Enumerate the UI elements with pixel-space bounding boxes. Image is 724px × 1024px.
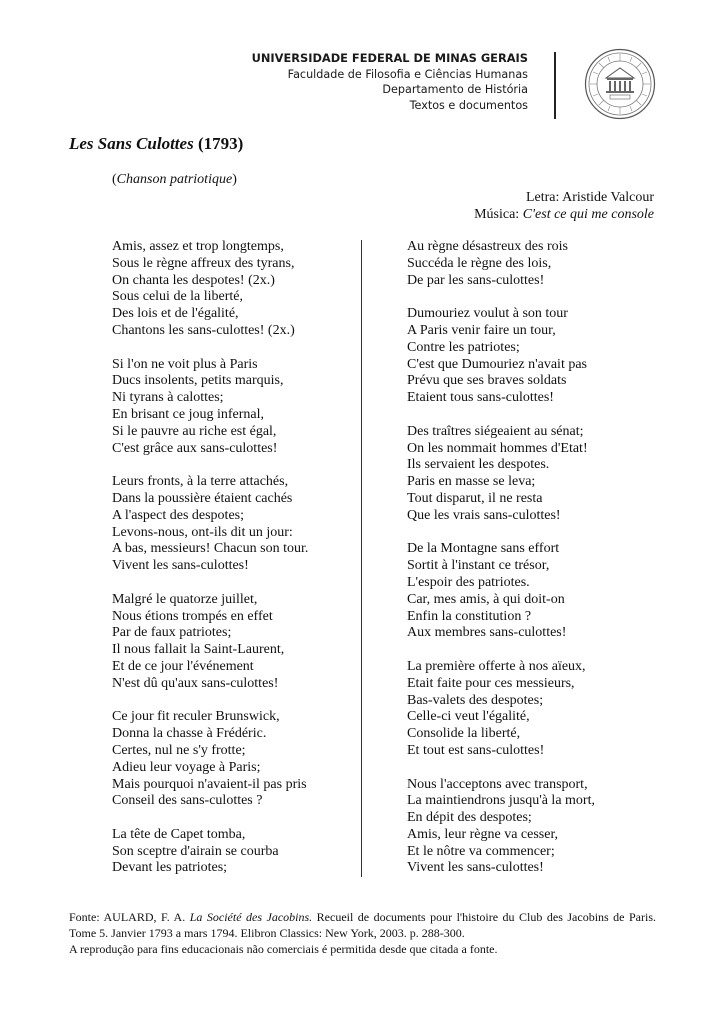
poem-line: Et de ce jour l'événement xyxy=(112,658,254,674)
series-name: Textos e documentos xyxy=(409,98,528,112)
song-title xyxy=(69,134,243,154)
poem-line: On chanta les despotes! (2x.) xyxy=(112,272,275,288)
poem-line: Amis, leur règne va cesser, xyxy=(407,826,559,842)
poem-line: Succéda le règne des lois, xyxy=(407,255,552,271)
subtitle-text: Chanson patriotique xyxy=(116,172,233,187)
poem-line: Aux membres sans-culottes! xyxy=(407,625,567,641)
poem-line: La maintiendrons jusqu'à la mort, xyxy=(407,793,595,809)
poem-line: Et le nôtre va commencer; xyxy=(407,843,555,859)
poem-line: Levons-nous, ont-ils dit un jour: xyxy=(112,524,293,540)
poem-stanza xyxy=(407,239,595,289)
poem-line: Nous l'acceptons avec transport, xyxy=(407,776,588,792)
poem-line: A bas, messieurs! Chacun son tour. xyxy=(112,541,309,557)
poem-line: Ni tyrans à calottes; xyxy=(112,390,224,406)
poem-line: Etaient tous sans-culottes! xyxy=(407,390,554,406)
column-divider xyxy=(361,240,362,877)
lyrics-author: Aristide Valcour xyxy=(562,190,654,205)
poem-stanza xyxy=(112,827,308,877)
source-citation-line2: Tome 5. Janvier 1793 a mars 1794. Elibron Classics: New York, 2003. p. 288-300. xyxy=(69,926,465,940)
university-seal-icon xyxy=(584,48,656,120)
poem-line: Consolide la liberté, xyxy=(407,726,521,742)
poem-line: C'est que Dumouriez n'avait pas xyxy=(407,356,587,372)
poem-line: La première offerte à nos aïeux, xyxy=(407,658,586,674)
poem-line: Chantons les sans-culottes! (2x.) xyxy=(112,322,295,338)
poem-line: Mais pourquoi n'avaient-il pas pris xyxy=(112,776,307,792)
poem-stanza xyxy=(407,306,595,407)
poem-line: Ducs insolents, petits marquis, xyxy=(112,373,284,389)
poem-line: Ils servaient les despotes. xyxy=(407,457,550,473)
poem-line: La tête de Capet tomba, xyxy=(112,826,246,842)
poem-line: Celle-ci veut l'égalité, xyxy=(407,709,530,725)
header-divider xyxy=(554,52,556,119)
poem-line: Donna la chasse à Frédéric. xyxy=(112,726,267,742)
source-prefix: Fonte: AULARD, F. A. xyxy=(69,910,186,924)
poem-stanza xyxy=(112,357,308,458)
poem-line: Devant les patriotes; xyxy=(112,860,228,876)
poem-line: Prévu que ses braves soldats xyxy=(407,373,567,389)
institution-name: UNIVERSIDADE FEDERAL DE MINAS GERAIS xyxy=(251,51,528,65)
poem-line: On les nommait hommes d'Etat! xyxy=(407,440,588,456)
poem-line: Sortit à l'instant ce trésor, xyxy=(407,558,550,574)
music-label: Música: xyxy=(474,207,520,222)
poem-line: Sous le règne affreux des tyrans, xyxy=(112,255,295,271)
poem-line: Bas-valets des despotes; xyxy=(407,692,544,708)
poem-line: Dumouriez voulut à son tour xyxy=(407,306,568,322)
poem-column-left xyxy=(112,239,308,877)
poem-column-right xyxy=(407,239,595,877)
department-name: Departamento de História xyxy=(382,83,528,96)
poem-line: En dépit des despotes; xyxy=(407,810,532,826)
poem-line: Car, mes amis, à qui doit-on xyxy=(407,591,565,607)
song-subtitle xyxy=(112,172,237,188)
poem-line: Que les vrais sans-culottes! xyxy=(407,507,561,523)
poem-line: Amis, assez et trop longtemps, xyxy=(112,239,284,254)
poem-line: Par de faux patriotes; xyxy=(112,625,232,641)
poem-line: De la Montagne sans effort xyxy=(407,541,560,557)
poem-stanza xyxy=(112,709,308,810)
poem-line: Leurs fronts, à la terre attachés, xyxy=(112,474,289,490)
poem-line: Etait faite pour ces messieurs, xyxy=(407,675,575,691)
song-credits xyxy=(474,189,654,223)
source-rest: Recueil de documents pour l'histoire du Club des Jacobins de Paris. xyxy=(316,910,657,924)
poem-line: En brisant ce joug infernal, xyxy=(112,406,265,422)
faculty-name: Faculdade de Filosofia e Ciências Humanas xyxy=(287,67,528,81)
poem-stanza xyxy=(407,777,595,878)
music-tune: C'est ce qui me console xyxy=(522,207,654,222)
lyrics-credit xyxy=(474,189,654,206)
poem-line: Dans la poussière étaient cachés xyxy=(112,490,293,506)
poem-line: Nous étions trompés en effet xyxy=(112,608,273,624)
subtitle-open-paren: ( xyxy=(112,172,117,187)
poem-line: Des traîtres siégeaient au sénat; xyxy=(407,423,584,439)
poem-line: Vivent les sans-culottes! xyxy=(407,860,544,876)
institution-header xyxy=(108,51,528,113)
poem-line: A Paris venir faire un tour, xyxy=(407,322,556,338)
poem-line: Vivent les sans-culottes! xyxy=(112,558,249,574)
poem-line: De par les sans-culottes! xyxy=(407,272,545,288)
poem-line: Sous celui de la liberté, xyxy=(112,289,244,305)
poem-line: Enfin la constitution ? xyxy=(407,608,532,624)
music-credit xyxy=(474,206,654,223)
poem-stanza xyxy=(407,541,595,642)
poem-stanza xyxy=(407,659,595,760)
source-footer xyxy=(69,909,656,957)
poem-line: Au règne désastreux des rois xyxy=(407,239,568,254)
song-title-name: Les Sans Culottes xyxy=(69,134,194,153)
poem-line: Adieu leur voyage à Paris; xyxy=(112,759,261,775)
source-title: La Société des Jacobins. xyxy=(189,910,313,924)
poem-stanza xyxy=(112,239,308,340)
poem-line: Des lois et de l'égalité, xyxy=(112,306,239,322)
poem-line: L'espoir des patriotes. xyxy=(407,574,530,590)
poem-line: Si l'on ne voit plus à Paris xyxy=(112,356,258,372)
poem-line: C'est grâce aux sans-culottes! xyxy=(112,440,278,456)
lyrics-label: Letra: xyxy=(525,190,560,205)
poem-stanza xyxy=(112,592,308,693)
poem-line: Son sceptre d'airain se courba xyxy=(112,843,279,859)
poem-line: Conseil des sans-culottes ? xyxy=(112,793,263,809)
poem-line: N'est dû qu'aux sans-culottes! xyxy=(112,675,279,691)
poem-line: Paris en masse se leva; xyxy=(407,474,536,490)
poem-line: Ce jour fit reculer Brunswick, xyxy=(112,709,280,725)
reproduction-notice: A reprodução para fins educacionais não comerciais é permitida desde que citada a fonte. xyxy=(69,942,498,956)
poem-line: Si le pauvre au riche est égal, xyxy=(112,423,277,439)
subtitle-close-paren: ) xyxy=(232,172,237,187)
poem-line: Il nous fallait la Saint-Laurent, xyxy=(112,642,285,658)
poem-line: Tout disparut, il ne resta xyxy=(407,490,543,506)
poem-stanza xyxy=(112,474,308,575)
source-citation-line1 xyxy=(69,909,656,925)
poem-line: Contre les patriotes; xyxy=(407,339,520,355)
song-title-year: (1793) xyxy=(197,134,244,153)
poem-line: A l'aspect des despotes; xyxy=(112,507,244,523)
poem-stanza xyxy=(407,424,595,525)
poem-line: Malgré le quatorze juillet, xyxy=(112,591,258,607)
poem-line: Et tout est sans-culottes! xyxy=(407,742,545,758)
poem-line: Certes, nul ne s'y frotte; xyxy=(112,742,246,758)
